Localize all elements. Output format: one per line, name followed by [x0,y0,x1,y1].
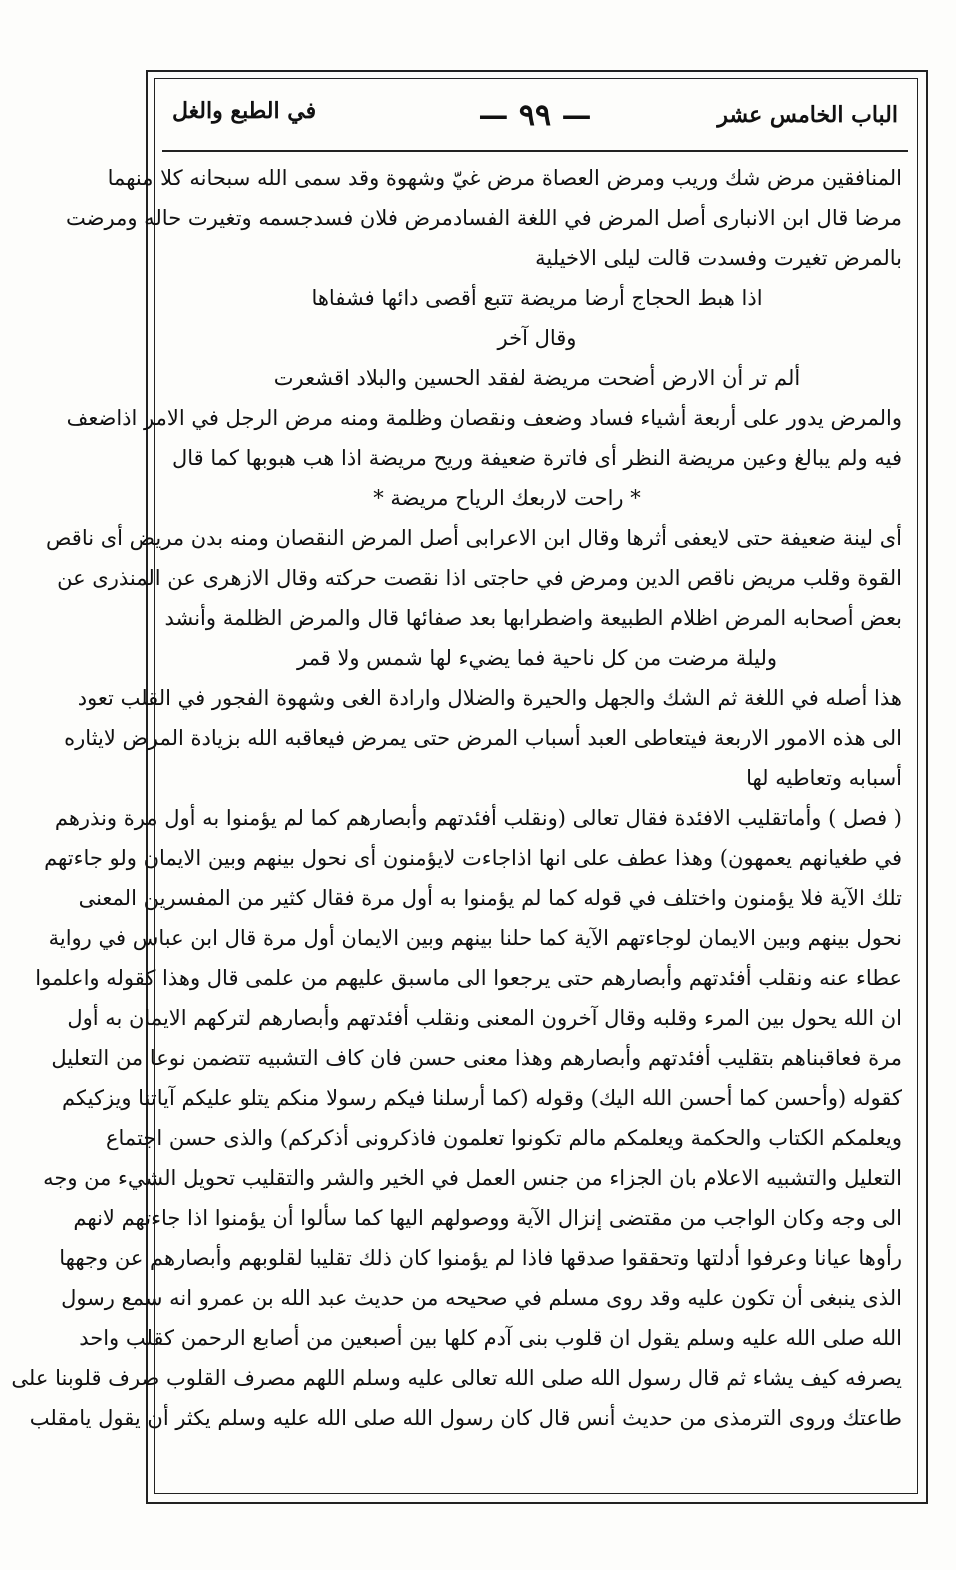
verse-line: ألم تر أن الارض أضحت مريضة لفقد الحسين والبلاد اقشعرت [273,366,801,390]
text-line: هذا أصله في اللغة ثم الشك والجهل والحيرة والضلال وارادة الغى وشهوة الفجور في القلب تعود [77,686,902,710]
text-line: رأوها عيانا وعرفوا أدلتها وتحققوا صدقها فاذا لم يؤمنوا كان ذلك تقليبا لقلوبهم وأبصارهم عن وجهها [59,1246,902,1270]
text-line: بالمرض تغيرت وفسدت قالت ليلى الاخيلية [535,246,902,270]
text-line: نحول بينهم وبين الايمان لوجاءتهم الآية كما حلنا بينهم وبين الايمان أول مرة قال ابن عباس في رواية [48,926,902,950]
text-line: مرضا قال ابن الانبارى أصل المرض في اللغة الفسادمرض فلان فسدجسمه وتغيرت حاله ومرضت [66,206,902,230]
body-text [11,158,902,1438]
header-divider [162,150,908,152]
text-line: المنافقين مرض شك وريب ومرض العصاة مرض غيّ وشهوة وقد سمى الله سبحانه كلا منهما [107,166,902,190]
text-line: في طغيانهم يعمهون) وهذا عطف على انها اذاجاءت لايؤمنون أى نحول بينهم وبين الايمان ولو جاءتهم [44,846,902,870]
text-line: بعض أصحابه المرض اظلام الطبيعة واضطرابها بعد صفائها قال والمرض الظلمة وأنشد [164,606,902,630]
page-number: — ٩٩ — [478,98,592,133]
page-header [162,92,908,150]
text-line: فيه ولم يبالغ وعين مريضة النظر أى فاترة ضعيفة وريح مريضة اذا هب هبوبها كما قال [172,446,902,470]
text-line: الذى ينبغى أن تكون عليه وقد روى مسلم في صحيحه من حديث عبد الله بن عمرو انه سمع رسول [61,1286,902,1310]
text-line: ويعلمكم الكتاب والحكمة ويعلمكم مالم تكونوا تعلمون فاذكرونى أذكركم) والذى حسن اجتماع [106,1126,902,1150]
text-line: ان الله يحول بين المرء وقلبه وقال آخرون المعنى ونقلب أفئدتهم وأبصارهم لتركهم الايمان به أول [67,1006,902,1030]
verse-line: وليلة مرضت من كل ناحية فما يضيء لها شمس ولا قمر [297,646,777,670]
text-line: طاعتك وروى الترمذى من حديث أنس قال كان رسول الله صلى الله عليه وسلم يكثر أن يقول يامقلب [29,1406,902,1430]
text-line: الى هذه الامور الاربعة فيتعاطى العبد أسباب المرض حتى يمرض فيعاقبه الله بزيادة المرض لايثاره [64,726,902,750]
text-line: ( فصل ) وأماتقليب الافئدة فقال تعالى (ونقلب أفئدتهم وأبصارهم كما لم يؤمنوا به أول مرة ونذرهم [54,806,902,830]
text-line: أسبابه وتعاطيه لها [746,766,902,790]
text-line: والمرض يدور على أربعة أشياء فساد وضعف ونقصان وظلمة ومنه مرض الرجل في الامر اذاضعف [66,406,902,430]
verse-line: وقال آخر [497,326,577,350]
text-line: الله صلى الله عليه وسلم يقول ان قلوب بنى آدم كلها بين أصبعين من أصابع الرحمن كقلب واحد [79,1326,902,1350]
chapter-title: الباب الخامس عشر [717,102,898,128]
section-topic: في الطبع والغل [172,98,317,124]
verse-line: اذا هبط الحجاج أرضا مريضة تتبع أقصى دائها فشفاها [311,286,763,310]
text-line: عطاء عنه ونقلب أفئدتهم وأبصارهم حتى يرجعوا الى ماسبق عليهم من علمى قال وهذا كقوله واعلموا [35,966,902,990]
text-line: يصرفه كيف يشاء ثم قال رسول الله صلى الله تعالى عليه وسلم اللهم مصرف القلوب صرف قلوبنا على [11,1366,902,1390]
text-line: القوة وقلب مريض ناقص الدين ومرض في حاجتى اذا نقصت حركته وقال الازهرى عن المنذرى عن [57,566,902,590]
text-line: الى وجه وكان الواجب من مقتضى إنزال الآية ووصولهم اليها كما سألوا أن يؤمنوا اذا جاءتهم لانهم [73,1206,902,1230]
verse-line: * راحت لاربعك الرياح مريضة * [373,486,641,510]
text-line: مرة فعاقبناهم بتقليب أفئدتهم وأبصارهم وهذا معنى حسن فان كاف التشبيه تتضمن نوعا من التعليل [51,1046,902,1070]
text-line: تلك الآية فلا يؤمنون واختلف في قوله كما لم يؤمنوا به أول مرة فقال كثير من المفسرين المعنى [78,886,902,910]
text-line: كقوله (وأحسن كما أحسن الله اليك) وقوله (كما أرسلنا فيكم رسولا منكم يتلو عليكم آياتنا ويزكيكم [62,1086,902,1110]
text-line: التعليل والتشبيه الاعلام بان الجزاء من جنس العمل في الخير والشر والتقليب تحويل الشيء من وجه [43,1166,902,1190]
text-line: أى لينة ضعيفة حتى لايعفى أثرها وقال ابن الاعرابى أصل المرض النقصان ومنه بدن مريض أى ناقص [46,526,902,550]
